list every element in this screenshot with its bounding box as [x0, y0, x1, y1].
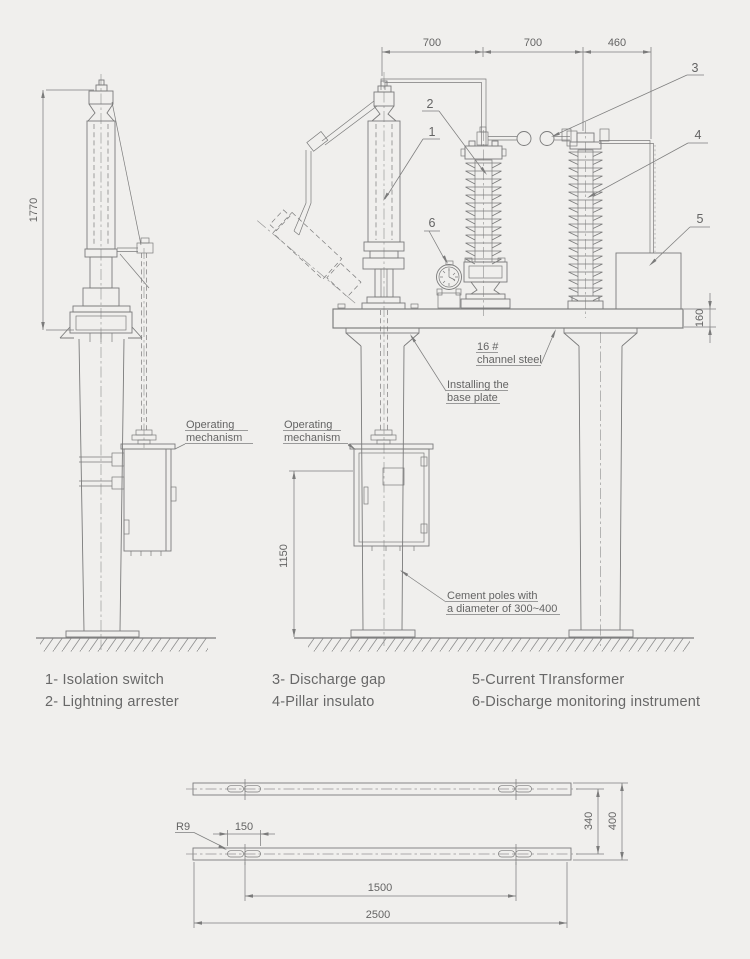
callout-6-number: 6	[428, 216, 436, 230]
base-plate-line1: Installing the	[447, 379, 509, 391]
om-main-line2: mechanism	[284, 432, 341, 444]
channel-bar-top	[186, 779, 578, 800]
dim-700a: 700	[422, 37, 442, 49]
legend-item-1: 1- Isolation switch	[45, 672, 165, 688]
main-pole-left	[346, 328, 419, 637]
left-cement-pole	[66, 339, 139, 637]
callout-3	[550, 61, 704, 138]
callout-1	[382, 125, 440, 202]
ct-conductor	[599, 141, 654, 254]
gap-ball-left	[517, 132, 531, 146]
callout-5-number: 5	[696, 212, 704, 226]
label-cement-poles	[399, 569, 560, 615]
main-ground	[294, 638, 694, 652]
legend-item-5: 5-Current TIransformer	[472, 672, 625, 688]
om-left-line1: Operating	[186, 419, 235, 431]
dim-150	[213, 821, 275, 846]
dim-160	[684, 293, 716, 343]
label-operating-mechanism-left	[175, 419, 253, 449]
dim-400-label: 400	[607, 811, 619, 831]
dim-r9	[175, 821, 228, 851]
switch-arm	[294, 101, 377, 235]
callout-2-number: 2	[426, 97, 434, 111]
left-operating-cabinet	[121, 444, 176, 556]
current-transformer	[616, 253, 681, 309]
cement-poles-line2: a diameter of 300~400	[447, 603, 558, 615]
callout-6	[424, 216, 449, 265]
dim-top-chain	[382, 37, 655, 252]
callout-5	[648, 212, 710, 267]
dim-1150	[278, 471, 353, 637]
legend-item-4: 4-Pillar insulato	[272, 694, 375, 710]
callout-4	[586, 128, 708, 199]
channel-steel-line2: channel steel	[477, 354, 542, 366]
main-operating-rod	[371, 310, 396, 444]
lightning-arrester	[461, 141, 510, 308]
legend-item-2: 2- Lightning arrester	[45, 694, 179, 710]
dim-1150-label: 1150	[278, 544, 290, 568]
base-plate-plan-view	[175, 779, 628, 928]
legend	[45, 672, 700, 710]
dim-400	[573, 783, 628, 860]
base-plate-line2: base plate	[447, 392, 498, 404]
main-front-view	[248, 37, 716, 652]
dim-2500-label: 2500	[365, 909, 391, 921]
dim-340	[576, 789, 604, 854]
dim-150-label: 150	[234, 821, 254, 833]
left-ground	[36, 638, 216, 652]
gap-ball-right	[540, 132, 554, 146]
callout-1-number: 1	[428, 125, 436, 139]
om-main-line1: Operating	[284, 419, 333, 431]
om-left-line2: mechanism	[186, 432, 243, 444]
platform	[333, 309, 683, 328]
dim-1770	[28, 90, 94, 330]
channel-bar-bottom	[186, 844, 578, 865]
isolation-switch	[338, 81, 418, 309]
dim-1770-label: 1770	[28, 197, 40, 223]
channel-steel-line1: 16 #	[477, 341, 499, 353]
discharge-monitor-gauge	[437, 261, 462, 308]
label-operating-mechanism-main	[283, 419, 357, 451]
callout-3-number: 3	[691, 61, 699, 75]
left-linkage	[112, 102, 156, 448]
left-side-view	[28, 74, 253, 652]
legend-item-3: 3- Discharge gap	[272, 672, 386, 688]
dim-460: 460	[607, 37, 627, 49]
dim-1500	[245, 862, 516, 901]
label-channel-steel	[476, 328, 557, 366]
legend-item-6: 6-Discharge monitoring instrument	[472, 694, 701, 710]
dim-340-label: 340	[583, 811, 595, 831]
switch-blade-phantom	[248, 207, 367, 304]
cement-poles-line1: Cement poles with	[447, 590, 538, 602]
dim-1500-label: 1500	[367, 882, 393, 894]
callout-4-number: 4	[694, 128, 702, 142]
dim-700b: 700	[523, 37, 543, 49]
dim-r9-label: R9	[176, 821, 191, 833]
dim-160-label: 160	[694, 308, 706, 328]
